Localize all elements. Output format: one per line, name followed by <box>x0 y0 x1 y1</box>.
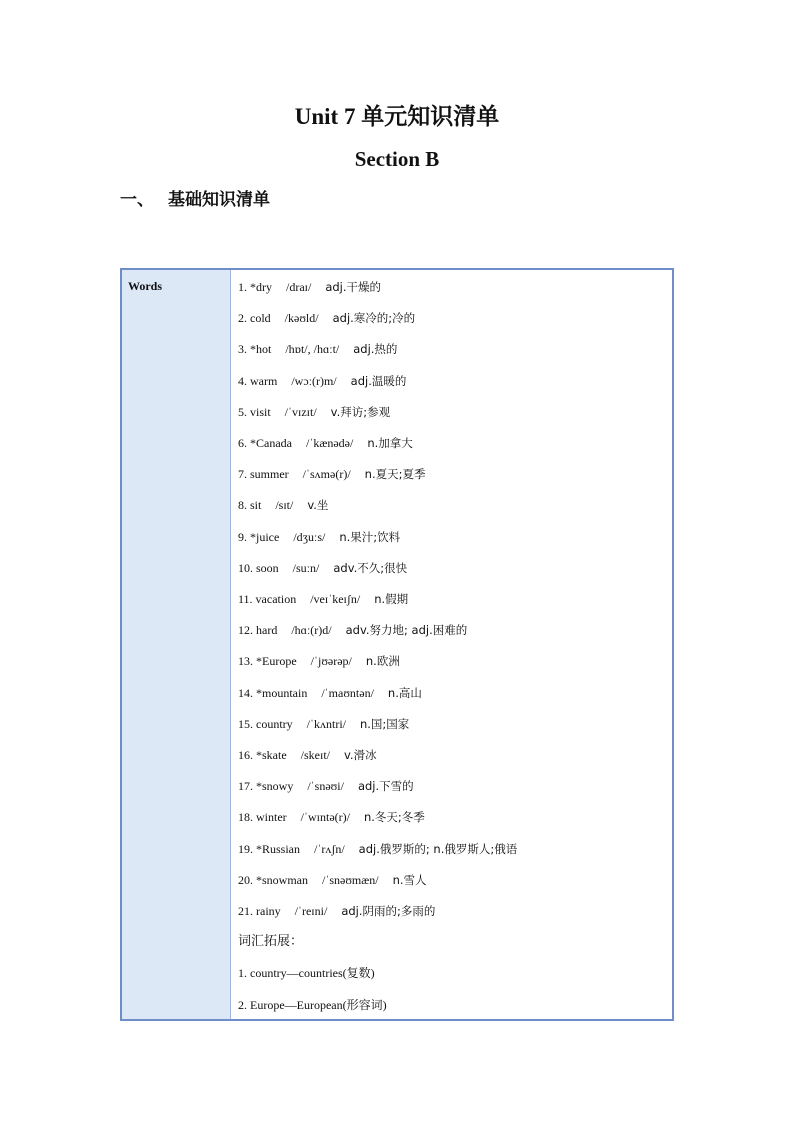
word-phonetic: /ˈrʌʃn/ <box>314 841 345 856</box>
word-phonetic: /ˈmaʊntən/ <box>321 685 374 700</box>
word-text: 17. *snowy <box>238 779 294 794</box>
word-phonetic: /ˈvɪzɪt/ <box>284 404 317 419</box>
word-text: 10. soon <box>238 560 279 575</box>
word-row <box>238 683 422 703</box>
word-meaning: adj.温暖的 <box>350 373 407 388</box>
word-row <box>238 464 425 484</box>
word-meaning: n.雪人 <box>392 872 427 887</box>
word-meaning: v.坐 <box>307 498 329 513</box>
word-meaning: n.果汁;饮料 <box>339 529 401 544</box>
section-title: 基础知识清单 <box>168 190 270 210</box>
word-text: 19. *Russian <box>238 841 301 856</box>
word-meaning: n.夏天;夏季 <box>364 467 426 482</box>
word-meaning: n.欧洲 <box>365 654 400 669</box>
word-meaning: n.国;国家 <box>359 716 410 731</box>
word-text: 1. *dry <box>238 280 272 294</box>
word-meaning: adj.寒冷的;冷的 <box>332 311 416 326</box>
word-row <box>238 589 408 609</box>
word-phonetic: /ˈsnəʊi/ <box>307 779 344 794</box>
page-subtitle: Section B <box>354 147 440 171</box>
word-row <box>238 495 328 515</box>
expansion-heading: 词汇拓展： <box>238 934 304 950</box>
word-meaning: adj.热的 <box>353 342 398 357</box>
word-text: 21. rainy <box>238 904 281 918</box>
word-phonetic: /hɑː(r)d/ <box>291 623 332 638</box>
word-phonetic: /skeɪt/ <box>300 748 330 762</box>
word-text: 9. *juice <box>238 529 280 544</box>
table-content-cell <box>231 270 672 1019</box>
word-phonetic: /ˈkænədə/ <box>305 436 354 450</box>
word-text: 14. *mountain <box>238 685 308 700</box>
word-row <box>238 433 413 453</box>
word-text: 6. *Canada <box>238 436 292 450</box>
word-phonetic: /ˈjʊərəp/ <box>310 654 352 669</box>
word-row <box>238 371 406 391</box>
word-row <box>238 620 467 640</box>
word-meaning: adj.俄罗斯的; n.俄罗斯人;俄语 <box>358 841 518 856</box>
word-meaning: adj.干燥的 <box>325 280 382 294</box>
word-meaning: v.滑冰 <box>344 748 377 762</box>
word-row <box>238 308 415 328</box>
word-text: 15. country <box>238 716 293 731</box>
vocabulary-table <box>120 268 674 1021</box>
section-heading <box>120 188 270 212</box>
word-meaning: adj.阴雨的;多雨的 <box>341 904 436 918</box>
word-phonetic: /ˈreɪni/ <box>294 904 328 918</box>
section-number: 一、 <box>120 190 154 210</box>
word-phonetic: /kəʊld/ <box>284 311 319 326</box>
word-text: 4. warm <box>238 373 278 388</box>
expansion-item: 2. Europe—European(形容词) <box>238 997 387 1012</box>
word-phonetic: /ˈwɪntə(r)/ <box>300 810 350 825</box>
word-text: 18. winter <box>238 810 287 825</box>
word-phonetic: /ˈsnəʊmæn/ <box>322 872 379 887</box>
word-phonetic: /wɔː(r)m/ <box>291 373 337 388</box>
word-meaning: n.冬天;冬季 <box>363 810 425 825</box>
word-phonetic: /veɪˈkeɪʃn/ <box>310 592 361 606</box>
word-row <box>238 558 407 578</box>
word-text: 5. visit <box>238 404 271 419</box>
page-title: Unit 7 单元知识清单 <box>294 104 500 129</box>
word-text: 3. *hot <box>238 342 272 357</box>
word-row <box>238 714 409 734</box>
word-row <box>238 807 425 827</box>
word-text: 8. sit <box>238 498 262 513</box>
word-phonetic: /ˈsʌmə(r)/ <box>302 467 351 482</box>
expansion-item: 1. country—countries(复数) <box>238 966 375 981</box>
table-label-cell <box>122 270 231 1019</box>
word-phonetic: /sɪt/ <box>275 498 294 513</box>
word-phonetic: /draɪ/ <box>286 280 312 294</box>
word-meaning: n.高山 <box>387 685 422 700</box>
word-row <box>238 651 400 671</box>
word-text: 11. vacation <box>238 592 297 606</box>
word-text: 13. *Europe <box>238 654 297 669</box>
word-row <box>238 745 377 765</box>
word-row <box>238 402 390 422</box>
word-meaning: n.加拿大 <box>367 436 413 450</box>
word-meaning: adv.不久;很快 <box>333 560 408 575</box>
word-row <box>238 870 427 890</box>
word-row <box>238 339 397 359</box>
word-text: 7. summer <box>238 467 289 482</box>
word-text: 16. *skate <box>238 748 287 762</box>
word-text: 12. hard <box>238 623 278 638</box>
word-row <box>238 901 435 921</box>
word-meaning: v.拜访;参观 <box>330 404 391 419</box>
word-phonetic: /ˈkʌntri/ <box>306 716 346 731</box>
word-phonetic: /suːn/ <box>292 560 320 575</box>
table-label: Words <box>128 279 163 293</box>
word-phonetic: /dʒuːs/ <box>293 529 326 544</box>
word-meaning: n.假期 <box>374 592 409 606</box>
word-row <box>238 839 517 859</box>
word-text: 20. *snowman <box>238 872 308 887</box>
word-row <box>238 776 414 796</box>
word-text: 2. cold <box>238 311 271 326</box>
word-row <box>238 277 381 297</box>
word-phonetic: /hɒt/, /hɑːt/ <box>285 342 340 357</box>
word-meaning: adv.努力地; adj.困难的 <box>345 623 468 638</box>
word-meaning: adj.下雪的 <box>357 779 414 794</box>
word-row <box>238 527 400 547</box>
